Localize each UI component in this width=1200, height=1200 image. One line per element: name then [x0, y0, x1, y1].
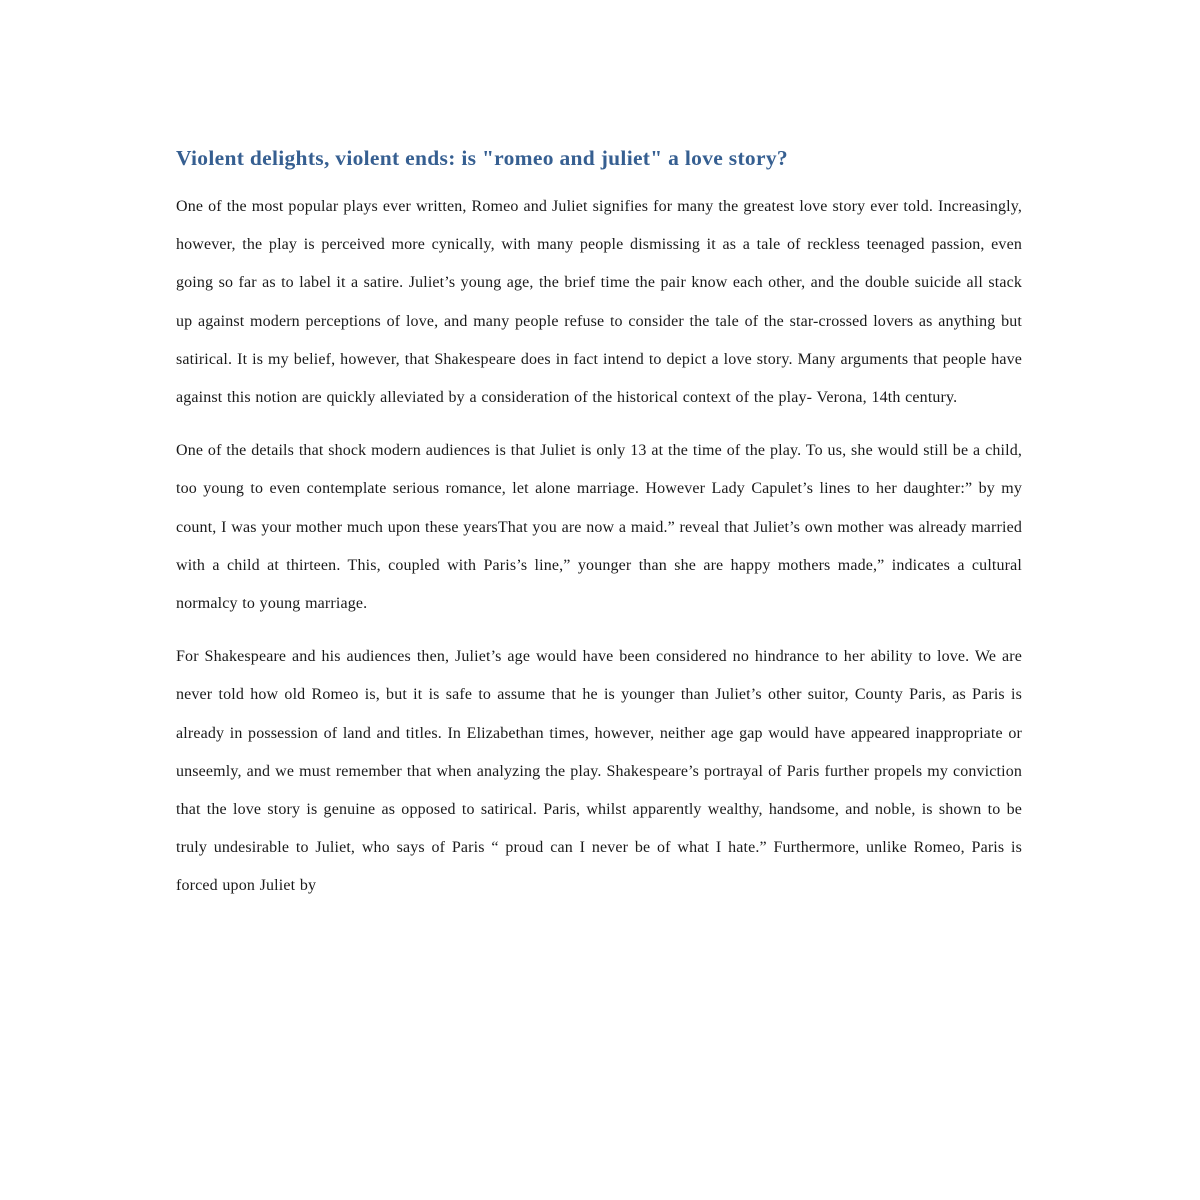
paragraph-3: For Shakespeare and his audiences then, Juliet’s age would have been considered no hindrance to her ability to love. We are never told how old Romeo is, but it is safe to assume that he is younger than Juliet’s other suitor, County Paris, as Paris is already in possession of land and titles. In Elizabethan times, however, neither age gap would have appeared inappropriate or unseemly, and we must remember that when analyzing the play. Shakespeare’s portrayal of Paris further propels my conviction that the love story is genuine as opposed to satirical. Paris, whilst apparently wealthy, handsome, and noble, is shown to be truly undesirable to Juliet, who says of Paris “ proud can I never be of what I hate.” Furthermore, unlike Romeo, Paris is forced upon Juliet by: [176, 648, 1022, 895]
paragraph-1: One of the most popular plays ever written, Romeo and Juliet signifies for many the greatest love story ever told. Increasingly, however, the play is perceived more cynically, with many people dismissing it as a tale of reckless teenaged passion, even going so far as to label it a satire. Juliet’s young age, the brief time the pair know each other, and the double suicide all stack up against modern perceptions of love, and many people refuse to consider the tale of the star-crossed lovers as anything but satirical. It is my belief, however, that Shakespeare does in fact intend to depict a love story. Many arguments that people have against this notion are quickly alleviated by a consideration of the historical context of the play- Verona, 14th century.: [176, 198, 1022, 407]
document-body: [176, 143, 1022, 906]
document-title: Violent delights, violent ends: is "romeo and juliet" a love story?: [176, 146, 788, 170]
paragraph-2: One of the details that shock modern audiences is that Juliet is only 13 at the time of the play. To us, she would still be a child, too young to even contemplate serious romance, let alone marriage. However Lady Capulet’s lines to her daughter:” by my count, I was your mother much upon these yearsThat you are now a maid.” reveal that Juliet’s own mother was already married with a child at thirteen. This, coupled with Paris’s line,” younger than she are happy mothers made,” indicates a cultural normalcy to young marriage.: [176, 442, 1022, 613]
